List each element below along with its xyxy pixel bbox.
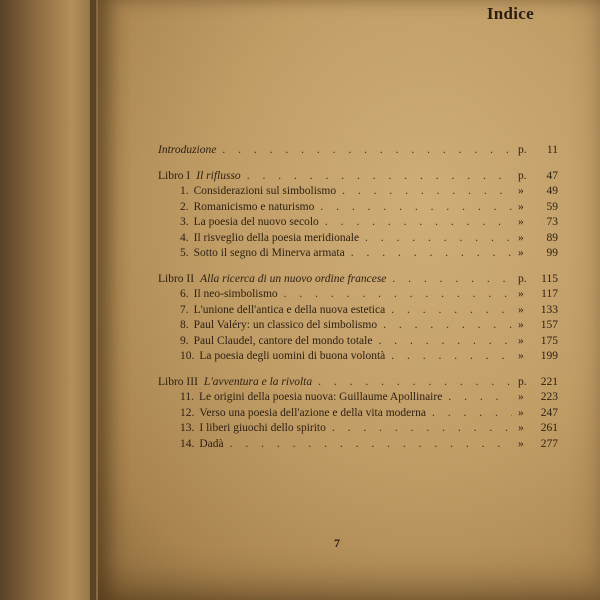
dot-leader	[448, 391, 512, 403]
page-prefix: »	[518, 406, 524, 419]
page-prefix: »	[518, 247, 524, 259]
chapter-number: 1.	[180, 185, 189, 197]
page-prefix: »	[518, 334, 524, 347]
chapter-number: 11.	[180, 391, 194, 403]
dot-leader	[318, 376, 512, 388]
dot-leader	[230, 438, 512, 450]
chapter-number: 4.	[180, 231, 189, 244]
page-ref: 175	[540, 334, 558, 347]
page-ref: 133	[540, 303, 558, 316]
chapter-number: 6.	[180, 288, 189, 300]
page-ref: 221	[540, 375, 558, 388]
dot-leader	[378, 335, 512, 347]
chapter-number: 5.	[180, 247, 189, 259]
page-ref: 261	[540, 422, 558, 434]
chapter-title: Dadà	[199, 437, 224, 450]
page-prefix: p.	[518, 144, 527, 156]
page-ref: 99	[546, 247, 558, 259]
page-prefix: p.	[518, 169, 527, 182]
chapter-number: 3.	[180, 216, 189, 228]
toc-chapter	[158, 232, 558, 248]
book-page	[98, 0, 600, 600]
dot-leader	[332, 422, 512, 434]
book-label: Libro I	[158, 169, 191, 182]
chapter-title: Paul Claudel, cantore del mondo totale	[193, 334, 373, 347]
toc-chapter	[158, 304, 558, 320]
chapter-title: I liberi giuochi dello spirito	[199, 422, 326, 434]
dot-leader	[247, 170, 512, 182]
toc-chapter	[158, 319, 558, 335]
page-prefix: »	[518, 288, 524, 300]
chapter-title: La poesia degli uomini di buona volontà	[199, 350, 386, 362]
book-title: Il riflusso	[196, 169, 241, 182]
page-prefix: »	[518, 437, 524, 450]
toc-book-1	[158, 170, 558, 186]
toc-entry-introduction	[158, 144, 558, 160]
toc-chapter	[158, 422, 558, 438]
toc-chapter	[158, 438, 558, 454]
page-prefix: »	[518, 422, 524, 434]
chapter-number: 13.	[180, 422, 195, 434]
chapter-number: 14.	[180, 437, 195, 450]
left-page-edge	[0, 0, 96, 600]
page-ref: 49	[546, 185, 558, 197]
chapter-number: 2.	[180, 200, 189, 213]
chapter-title: Il neo-simbolismo	[193, 288, 278, 300]
page-prefix: »	[518, 216, 524, 228]
toc-book-2	[158, 273, 558, 289]
toc-chapter	[158, 247, 558, 263]
page-number: 7	[334, 536, 340, 550]
page-ref: 73	[546, 216, 558, 228]
toc-chapter	[158, 288, 558, 304]
chapter-number: 8.	[180, 319, 189, 331]
dot-leader	[320, 201, 512, 213]
toc-chapter	[158, 216, 558, 232]
toc-chapter	[158, 335, 558, 351]
toc-chapter	[158, 391, 558, 407]
toc-chapter	[158, 350, 558, 366]
dot-leader	[325, 216, 512, 228]
book-title: Alla ricerca di un nuovo ordine francese	[200, 272, 387, 285]
page-ref: 59	[546, 200, 558, 213]
dot-leader	[383, 319, 512, 331]
chapter-number: 10.	[180, 350, 195, 362]
chapter-title: Considerazioni sul simbolismo	[193, 185, 337, 197]
chapter-title: Sotto il segno di Minerva armata	[193, 247, 345, 259]
chapter-title: Romanicismo e naturismo	[193, 200, 315, 213]
dot-leader	[342, 185, 512, 197]
toc-chapter	[158, 201, 558, 217]
dot-leader	[432, 407, 512, 419]
page-prefix: »	[518, 185, 524, 197]
page-ref: 199	[540, 350, 558, 362]
book-title: L'avventura e la rivolta	[203, 375, 313, 388]
chapter-title: Le origini della poesia nuova: Guillaume Apollinaire	[198, 391, 443, 403]
chapter-title: Paul Valéry: un classico del simbolismo	[193, 319, 378, 331]
page-ref: 277	[540, 437, 558, 450]
chapter-number: 9.	[180, 334, 189, 347]
dot-leader	[351, 247, 512, 259]
page-prefix: »	[518, 319, 524, 331]
page-prefix: »	[518, 231, 524, 244]
dot-leader	[284, 288, 512, 300]
book-label: Libro II	[158, 272, 195, 285]
page-ref: 117	[541, 288, 558, 300]
page-heading: Indice	[486, 4, 534, 23]
dot-leader	[365, 232, 512, 244]
chapter-title: Verso una poesia dell'azione e della vita moderna	[199, 406, 426, 419]
table-of-contents	[158, 144, 558, 453]
page-prefix: »	[518, 200, 524, 213]
page-prefix: »	[518, 391, 524, 403]
dot-leader	[222, 144, 512, 156]
page-ref: 247	[540, 406, 558, 419]
dot-leader	[391, 350, 512, 362]
toc-book-3	[158, 376, 558, 392]
page-ref: 115	[541, 272, 558, 285]
page-prefix: p.	[518, 375, 527, 388]
page-ref: 89	[546, 231, 558, 244]
page-prefix: »	[518, 303, 524, 316]
chapter-number: 7.	[180, 303, 189, 316]
page-prefix: p.	[518, 272, 527, 285]
chapter-number: 12.	[180, 406, 195, 419]
dot-leader	[392, 273, 512, 285]
page-ref: 11	[546, 144, 558, 156]
page-prefix: »	[518, 350, 524, 362]
toc-chapter	[158, 185, 558, 201]
page-ref: 157	[540, 319, 558, 331]
book-label: Libro III	[158, 375, 198, 388]
chapter-title: La poesia del nuovo secolo	[193, 216, 319, 228]
toc-chapter	[158, 407, 558, 423]
dot-leader	[391, 304, 512, 316]
toc-entry-title: Introduzione	[158, 144, 217, 156]
page-ref: 47	[546, 169, 558, 182]
chapter-title: Il risveglio della poesia meridionale	[193, 231, 360, 244]
chapter-title: L'unione dell'antica e della nuova estetica	[193, 303, 386, 316]
page-ref: 223	[540, 391, 558, 403]
